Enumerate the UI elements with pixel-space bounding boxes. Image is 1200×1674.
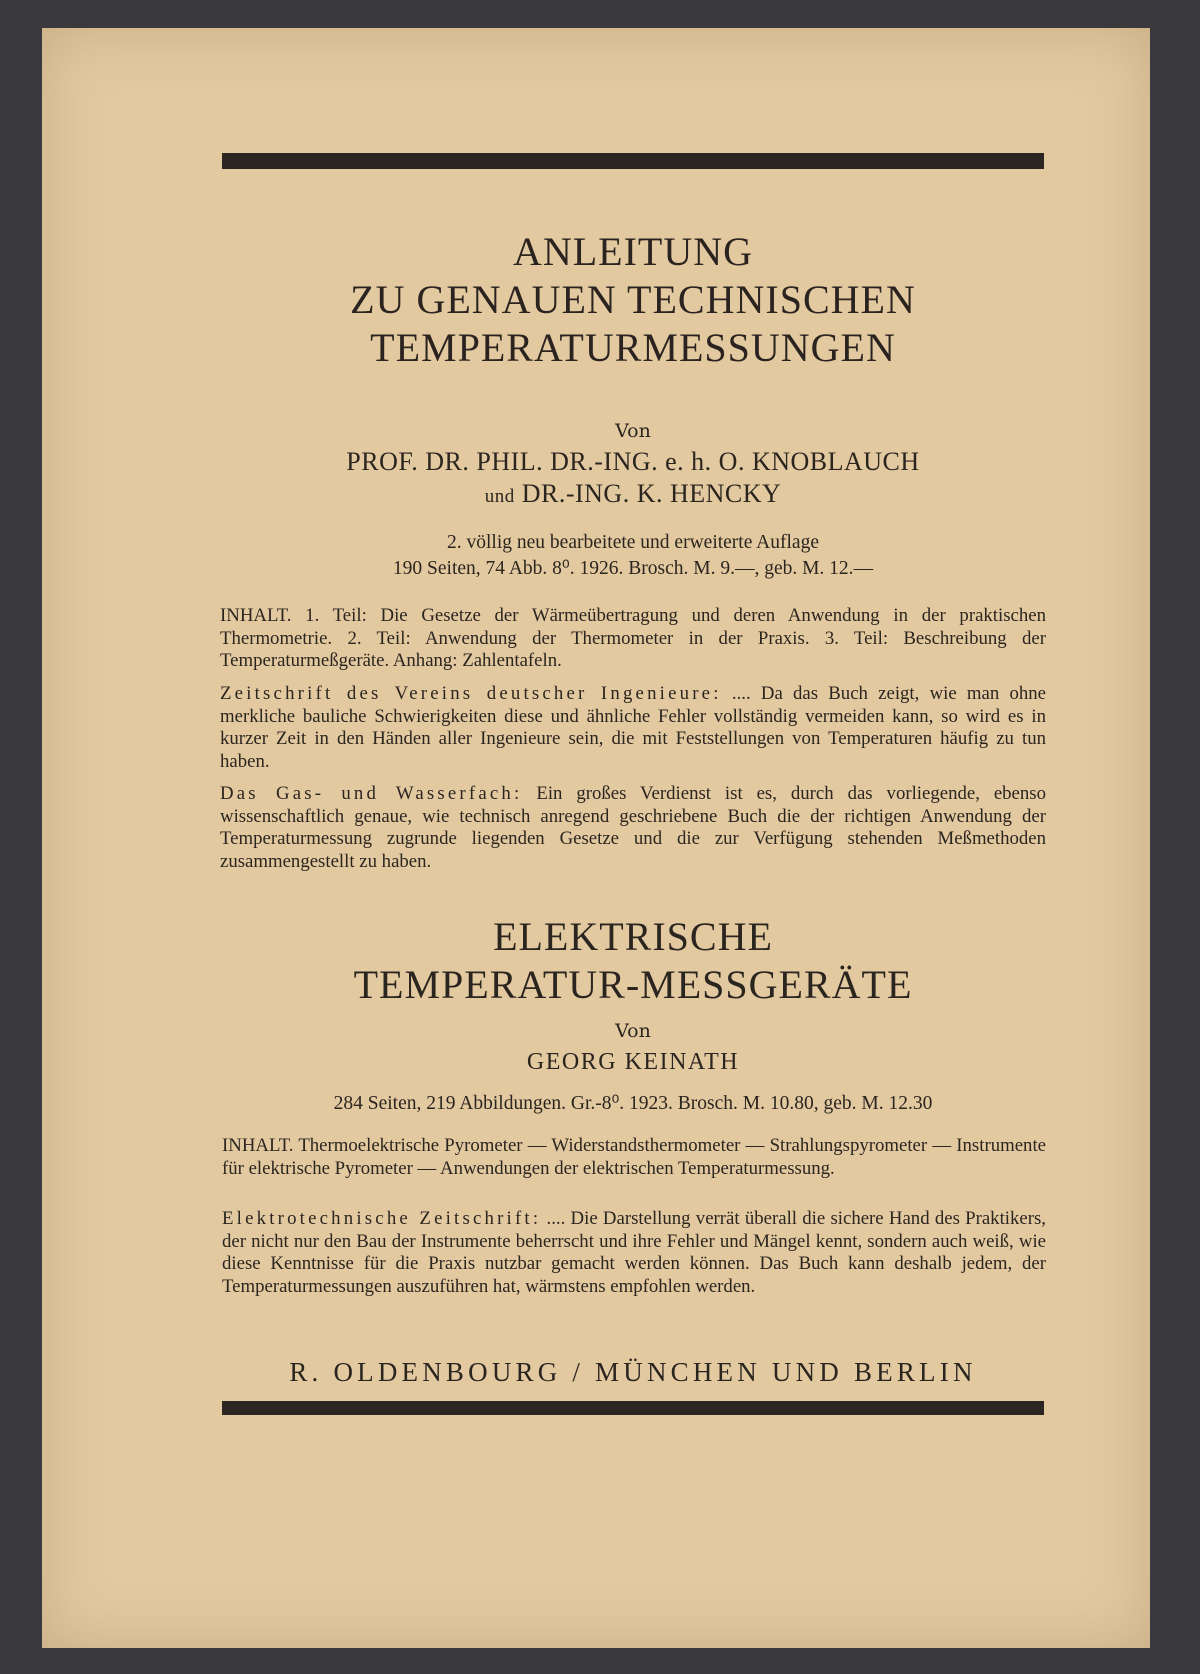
book1-review-2-source: Das Gas- und Wasserfach: [220,783,523,804]
book1-title-line-3: TEMPERATURMESSUNGEN [370,325,896,370]
book1-authors-prefix: und [484,486,515,507]
book1-specs: 190 Seiten, 74 Abb. 8⁰. 1926. Brosch. M. 9.—, geb. M. 12.— [392,558,874,579]
bottom-rule [222,1401,1044,1415]
book1-review-1-text: .... Da das Buch zeigt, wie man ohne merkliche bauliche Schwierigkeiten diese und ähnliche Fehler vollständig vermeiden kann, so wird es in kurzer Zeit in den Händen aller Ingenieure sein, die mit Feststellungen von Temperaturen häufig zu tun haben. [220,683,1046,772]
top-rule [222,153,1044,169]
book1-edition: 2. völlig neu bearbeitete und erweiterte Auflage [447,532,819,553]
book2-author: GEORG KEINATH [526,1049,740,1075]
book1-review-1 [220,683,1046,773]
book2-specs: 284 Seiten, 219 Abbildungen. Gr.-8⁰. 1923. Brosch. M. 10.80, geb. M. 12.30 [333,1093,933,1114]
book2-von: Von [615,1020,651,1042]
book1-authors-line-2 [222,478,1044,513]
book2-review [222,1208,1046,1298]
book1-authors-line-1: PROF. DR. PHIL. DR.-ING. e. h. O. KNOBLAUCH [346,447,920,476]
book1-review-2-text: Ein großes Verdienst ist es, durch das vorliegende, ebenso wissenschaftlich genaue, wie technisch anregend geschriebene Buch die der richtigen Anwendung der Temperaturmessung zugrunde liegenden Gesetze und die zur Verfügung stehenden Meßmethoden zusammengestellt zu haben. [220,783,1046,872]
book1-review-1-source: Zeitschrift des Vereins deutscher Ingenieure: [220,683,722,704]
book1-title-line-1: ANLEITUNG [512,229,754,274]
book2-title-line-1: ELEKTRISCHE [493,914,773,959]
book2-title-line-2: TEMPERATUR-MESSGERÄTE [353,962,913,1007]
book2-title [222,913,1044,1009]
book2-review-source: Elektrotechnische Zeitschrift: [222,1208,542,1229]
book1-review-2 [220,783,1046,873]
book2-review-text: .... Die Darstellung verrät überall die sichere Hand des Praktikers, der nicht nur den Bau der Instrumente beherrscht und ihre Fehler und Mängel kennt, sondern auch weiß, wie diese Kenntnisse für die Praxis nutzbar gemacht werden können. Das Buch kann deshalb jedem, der Temperaturmessungen auszuführen hat, wärmstens empfohlen werden. [222,1208,1046,1297]
book1-authors [222,446,1044,513]
book2-inhalt: INHALT. Thermoelektrische Pyrometer — Widerstandsthermometer — Strahlungspyrometer — Instrumente für elektrische Pyrometer — Anwendungen der elektrischen Temperaturmessung. [222,1135,1046,1179]
book1-edition-info [222,530,1044,582]
book1-title [222,228,1044,372]
book1-authors-second: DR.-ING. K. HENCKY [521,479,782,508]
publisher-imprint: R. OLDENBOURG / MÜNCHEN UND BERLIN [289,1357,977,1387]
book1-inhalt: INHALT. 1. Teil: Die Gesetze der Wärmeübertragung und deren Anwendung in der praktischen Thermometrie. 2. Teil: Anwendung der Thermometer in der Praxis. 3. Teil: Beschreibung der Temperaturmeßgeräte. Anhang: Zahlentafeln. [220,605,1046,671]
book1-title-line-2: ZU GENAUEN TECHNISCHEN [350,277,916,322]
book1-von: Von [615,420,651,442]
document-page [42,28,1150,1648]
